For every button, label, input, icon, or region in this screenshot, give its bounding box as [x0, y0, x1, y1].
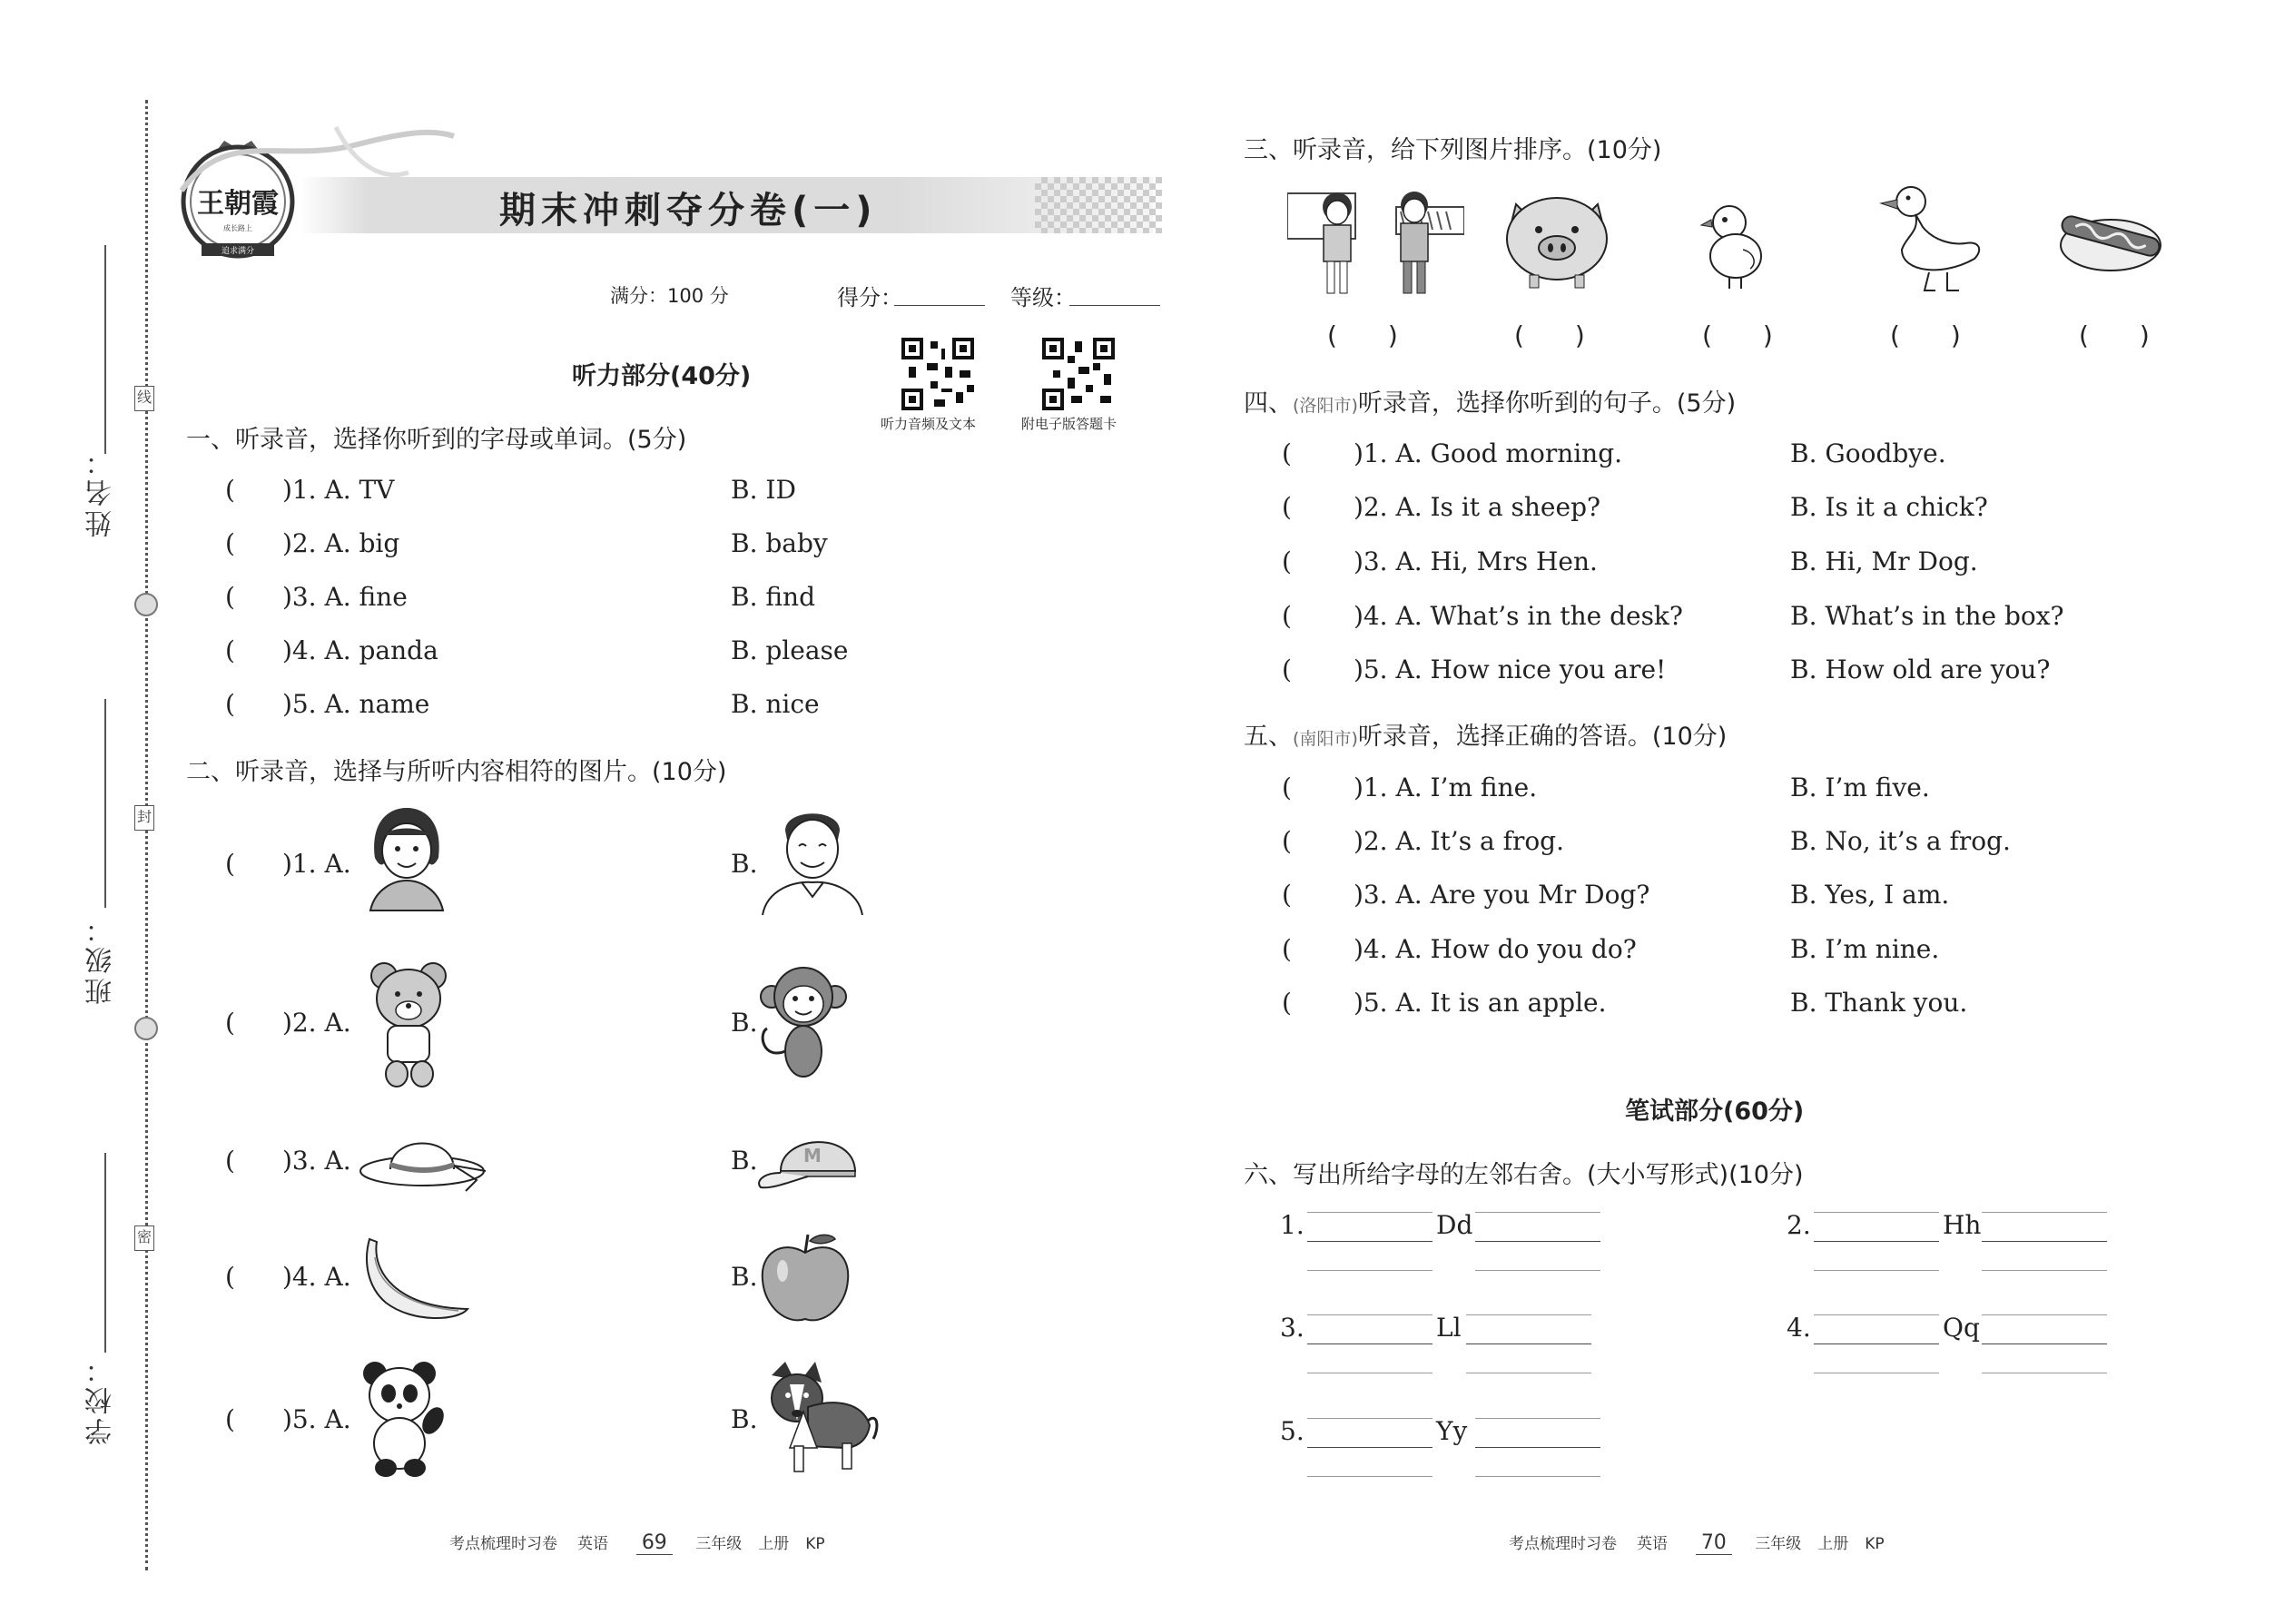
q4-item-3: ( )3. A. Hi, Mrs Hen. [1282, 546, 1598, 576]
ribbon-decoration [172, 109, 463, 227]
name-label: 姓名： [85, 445, 117, 537]
class-label: 班级： [85, 912, 117, 1005]
q6-2-letters: Hh [1943, 1210, 1982, 1240]
q4-item-5: ( )5. A. How nice you are! [1282, 655, 1667, 684]
q6-5-letters: Yy [1436, 1416, 1468, 1446]
binding-hole-icon [134, 593, 158, 616]
q5-heading: 五、(南阳市)听录音，选择正确的答语。(10分) [1244, 723, 1728, 751]
q6-4-right-blank[interactable] [1982, 1343, 2107, 1344]
q1-item-3: ( )3. A. fine [225, 582, 408, 612]
full-score: 满分：100 分 [610, 285, 729, 307]
svg-text:M: M [803, 1145, 822, 1166]
q6-item-2: 2. Hh [1787, 1212, 2113, 1284]
q1-item-3-b: B. find [731, 582, 816, 612]
cap-icon [753, 1126, 862, 1198]
q5-item-3: ( )3. A. Are you Mr Dog? [1282, 880, 1650, 910]
q4-city-tag: 洛阳市 [1299, 396, 1352, 416]
binding-hole-icon [134, 1017, 158, 1040]
grade-field[interactable] [1069, 305, 1160, 306]
banana-icon [359, 1235, 477, 1325]
q1-item-1: ( )1. A. TV [225, 475, 395, 505]
apple-icon [755, 1230, 855, 1330]
q6-1-right-blank[interactable] [1475, 1241, 1600, 1242]
q4-item-4-b: B. What’s in the box? [1790, 601, 2064, 631]
q5-item-1: ( )1. A. I’m fine. [1282, 773, 1538, 802]
q5-item-2-b: B. No, it’s a frog. [1790, 826, 2011, 856]
svg-text:成长路上: 成长路上 [223, 224, 252, 232]
q1-item-2: ( )2. A. big [225, 528, 400, 558]
q2-item-4: ( )4. A. [225, 1262, 351, 1292]
q4-item-4: ( )4. A. What’s in the desk? [1282, 601, 1683, 631]
binding-mark-seal: 封 [134, 805, 154, 831]
q6-5-left-blank[interactable] [1307, 1447, 1433, 1448]
class-field[interactable] [104, 699, 106, 908]
q2-item-5-b: B. [731, 1404, 758, 1434]
answer-card-qr-icon[interactable] [1042, 338, 1115, 410]
q6-item-1: 1. Dd [1280, 1212, 1607, 1284]
hotdog-icon [2056, 200, 2165, 281]
audio-qr-icon[interactable] [901, 338, 974, 410]
footer-left: 考点梳理时习卷 英语 69 三年级 上册 KP [449, 1531, 825, 1554]
svg-text:追求满分: 追求满分 [221, 247, 255, 256]
hat-icon [359, 1126, 495, 1198]
grade-label: 等级： [1010, 285, 1076, 310]
q1-item-5-b: B. nice [731, 689, 820, 719]
q4-item-5-b: B. How old are you? [1790, 655, 2051, 684]
man-icon [758, 799, 867, 917]
q5-item-4-b: B. I’m nine. [1790, 934, 1940, 964]
q1-heading: 一、听录音，选择你听到的字母或单词。(5分) [186, 426, 687, 454]
monkey-icon [753, 960, 853, 1088]
banner-pattern [1035, 177, 1162, 233]
q5-item-3-b: B. Yes, I am. [1790, 880, 1950, 910]
binding-mark-secret: 密 [134, 1225, 154, 1251]
q6-1-left-blank[interactable] [1307, 1241, 1433, 1242]
q5-item-5-b: B. Thank you. [1790, 988, 1968, 1018]
q6-2-left-blank[interactable] [1814, 1241, 1939, 1242]
svg-text:王朝霞: 王朝霞 [197, 188, 279, 220]
q5-item-5: ( )5. A. It is an apple. [1282, 988, 1607, 1018]
q5-item-4: ( )4. A. How do you do? [1282, 934, 1637, 964]
q6-item-3: 3. Ll [1280, 1314, 1607, 1387]
q2-heading: 二、听录音，选择与所听内容相符的图片。(10分) [186, 758, 727, 786]
q6-4-letters: Qq [1943, 1313, 1980, 1343]
binding-mark-line: 线 [134, 386, 154, 411]
q2-item-2-b: B. [731, 1008, 758, 1038]
q2-item-4-b: B. [731, 1262, 758, 1292]
q2-item-5: ( )5. A. [225, 1404, 351, 1434]
girl-icon [361, 803, 452, 912]
score-field[interactable] [894, 305, 985, 306]
q4-item-2-b: B. Is it a chick? [1790, 492, 1988, 522]
school-label: 学校： [85, 1353, 117, 1445]
q3-bracket-4[interactable]: ( ) [1890, 320, 1961, 350]
school-field[interactable] [104, 1153, 106, 1353]
q1-item-1-b: B. ID [731, 475, 796, 505]
q3-bracket-1[interactable]: ( ) [1327, 320, 1398, 350]
exam-title: 期末冲刺夺分卷(一) [499, 190, 878, 231]
writing-section-header: 笔试部分(60分) [1625, 1097, 1805, 1126]
q4-item-1: ( )1. A. Good morning. [1282, 438, 1623, 468]
q6-1-letters: Dd [1436, 1210, 1473, 1240]
q3-bracket-2[interactable]: ( ) [1514, 320, 1585, 350]
q1-item-4-b: B. please [731, 635, 849, 665]
footer-right: 考点梳理时习卷 英语 70 三年级 上册 KP [1509, 1531, 1885, 1554]
bear-icon [359, 958, 458, 1089]
q2-item-1: ( )1. A. [225, 849, 351, 879]
page-number-right: 70 [1696, 1531, 1732, 1555]
dog-icon [753, 1357, 881, 1475]
q6-3-letters: Ll [1436, 1313, 1462, 1343]
listening-section-header: 听力部分(40分) [572, 362, 752, 390]
audio-qr-caption: 听力音频及文本 [881, 416, 977, 432]
children-icon [1287, 180, 1464, 302]
q3-heading: 三、听录音，给下列图片排序。(10分) [1244, 136, 1662, 164]
q4-item-3-b: B. Hi, Mr Dog. [1790, 546, 1978, 576]
q5-item-2: ( )2. A. It’s a frog. [1282, 826, 1565, 856]
q6-3-left-blank[interactable] [1307, 1343, 1433, 1344]
q6-item-4: 4. Qq [1787, 1314, 2113, 1387]
q6-heading: 六、写出所给字母的左邻右舍。(大小写形式)(10分) [1244, 1161, 1804, 1189]
q6-3-right-blank[interactable] [1466, 1343, 1591, 1344]
q1-item-5: ( )5. A. name [225, 689, 430, 719]
score-label: 得分： [837, 285, 902, 310]
q6-2-right-blank[interactable] [1982, 1241, 2107, 1242]
q2-item-1-b: B. [731, 849, 758, 879]
q3-bracket-3[interactable]: ( ) [1702, 320, 1773, 350]
q5-item-1-b: B. I’m five. [1790, 773, 1930, 802]
q2-item-2: ( )2. A. [225, 1008, 351, 1038]
q6-4-left-blank[interactable] [1814, 1343, 1939, 1344]
duck-icon [1879, 182, 1988, 295]
panda-icon [359, 1357, 449, 1480]
q4-item-2: ( )2. A. Is it a sheep? [1282, 492, 1601, 522]
q6-5-right-blank[interactable] [1475, 1447, 1600, 1448]
q4-item-1-b: B. Goodbye. [1790, 438, 1946, 468]
q6-item-5: 5. Yy [1280, 1418, 1607, 1491]
card-qr-caption: 附电子版答题卡 [1021, 416, 1117, 432]
page-number-left: 69 [636, 1531, 673, 1555]
q5-city-tag: 南阳市 [1299, 729, 1352, 749]
q4-heading: 四、(洛阳市)听录音，选择你听到的句子。(5分) [1244, 389, 1737, 418]
pig-icon [1498, 186, 1616, 290]
q2-item-3: ( )3. A. [225, 1146, 351, 1176]
q3-bracket-5[interactable]: ( ) [2079, 320, 2150, 350]
name-field[interactable] [104, 245, 106, 454]
q1-item-2-b: B. baby [731, 528, 828, 558]
chick-icon [1698, 200, 1770, 290]
q2-item-3-b: B. [731, 1146, 758, 1176]
q1-item-4: ( )4. A. panda [225, 635, 438, 665]
binding-dotted-line [145, 100, 148, 1570]
